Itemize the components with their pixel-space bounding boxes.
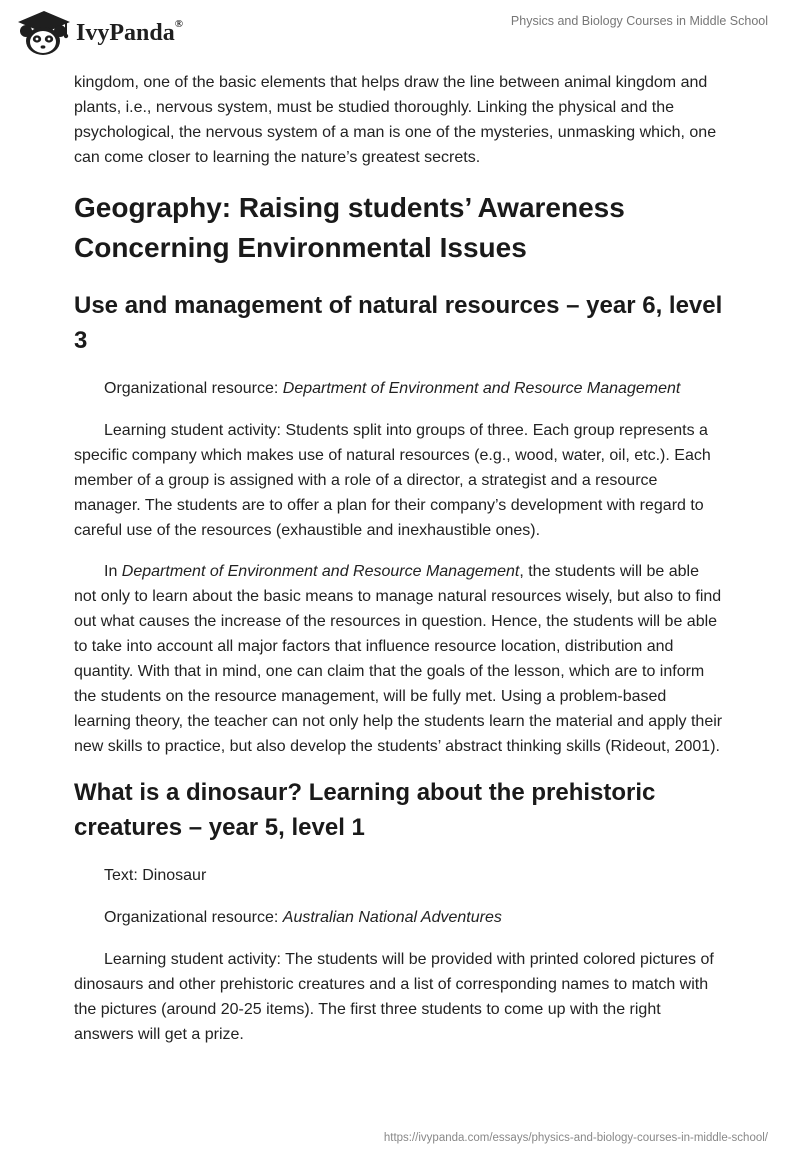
essay-content [74, 70, 724, 1063]
learning-activity-paragraph-2: Learning student activity: The students will be provided with printed colored pictures of dinosaurs and other prehistoric creatures and a list of corresponding names to match with the pictures (around 20-25 items). The first three students to come up with the right answers will get a prize. [74, 951, 714, 1043]
discussion-paragraph [74, 559, 724, 759]
discussion-body: , the students will be able not only to learn about the basic means to manage natural resources wisely, but also to find out what causes the increase of the resources in question. Hence, the students will be able to take into account all major factors that influence resource location, distribution and quantity. With that in mind, one can claim that the goals of the lesson, which are to inform the students on the resource management, will be fully met. Using a problem-based learning theory, the teacher can not only help the students learn the material and apply their new skills to practice, but also develop the students’ abstract thinking skills (Rideout, 2001). [74, 563, 723, 755]
resource-label: Organizational resource: [104, 380, 283, 397]
section-heading-geography: Geography: Raising students’ Awareness Concerning Environmental Issues [74, 192, 625, 263]
subsection-heading-dinosaur: What is a dinosaur? Learning about the prehistoric creatures – year 5, level 1 [74, 779, 656, 841]
discussion-resource-name: Department of Environment and Resource Management [121, 563, 520, 580]
resource-name: Department of Environment and Resource Management [282, 380, 681, 397]
document-title: Physics and Biology Courses in Middle School [510, 14, 768, 28]
resource-label-2: Organizational resource: [104, 909, 283, 926]
logo-wordmark [76, 20, 183, 47]
intro-paragraph: kingdom, one of the basic elements that helps draw the line between animal kingdom and plants, i.e., nervous system, must be studied thoroughly. Linking the physical and the psychological, the nervous system of a man is one of the mysteries, unmasking which, one can come closer to learning the nature’s greatest secrets. [74, 74, 717, 166]
logo-name: IvyPanda [76, 20, 175, 46]
panda-graduate-icon [14, 8, 70, 58]
organizational-resource-line-2 [74, 905, 724, 930]
registered-mark: ® [174, 18, 183, 30]
text-line: Text: Dinosaur [104, 867, 207, 884]
page-header [0, 0, 800, 72]
organizational-resource-line [74, 376, 724, 401]
resource-name-2: Australian National Adventures [282, 909, 502, 926]
ivypanda-logo[interactable] [14, 8, 189, 58]
subsection-heading-natural-resources: Use and management of natural resources – year 6, level 3 [74, 292, 723, 354]
learning-activity-paragraph: Learning student activity: Students split into groups of three. Each group represents a specific company which makes use of natural resources (e.g., wood, water, oil, etc.). Each member of a group is assigned with a role of a director, a strategist and a resource manager. The students are to offer a plan for their company’s development with regard to careful use of the resources (exhaustible and inexhaustible ones). [74, 422, 711, 539]
source-url[interactable]: https://ivypanda.com/essays/physics-and-biology-courses-in-middle-school/ [383, 1132, 768, 1144]
discussion-prefix: In [104, 563, 122, 580]
